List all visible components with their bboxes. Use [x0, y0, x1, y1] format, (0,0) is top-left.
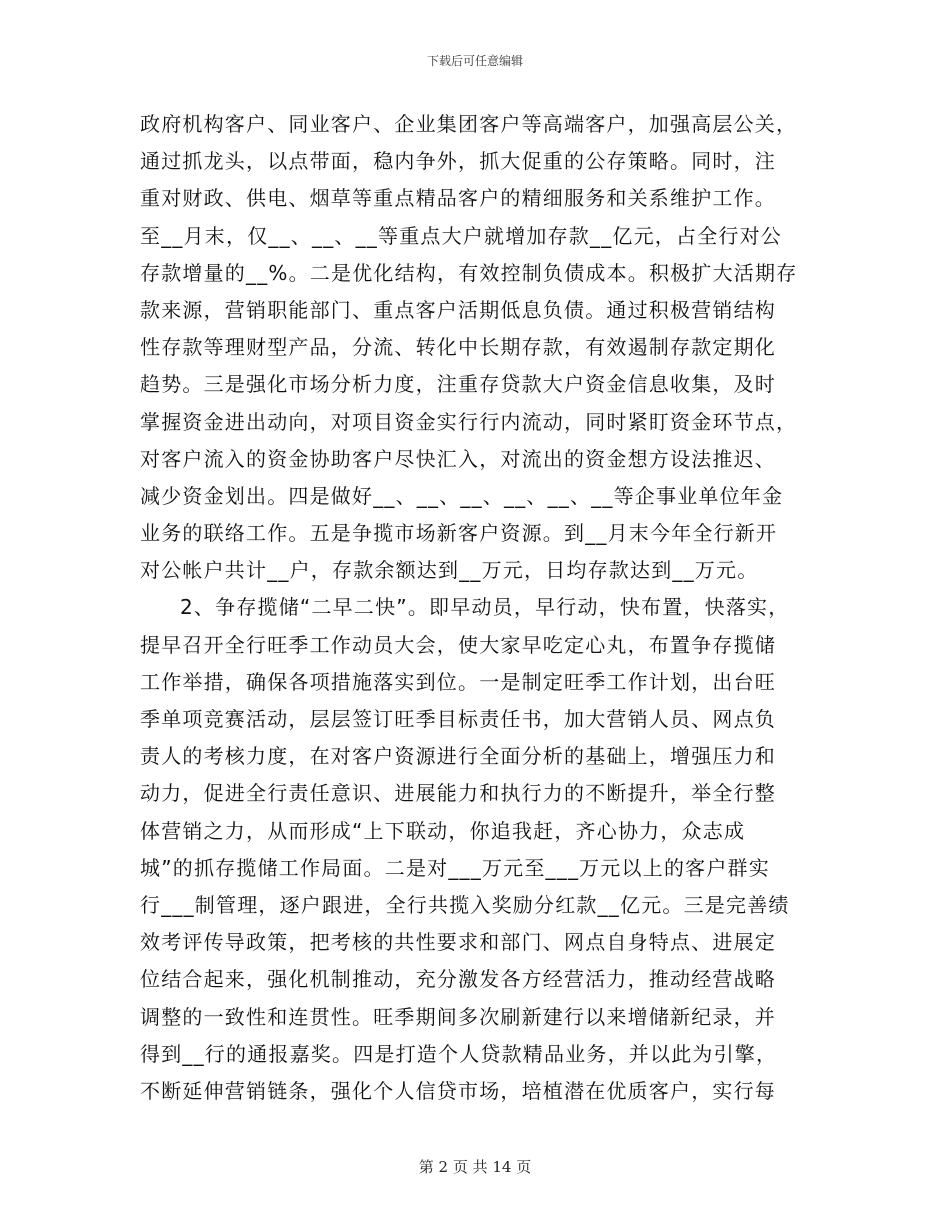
- document-body: [140, 106, 820, 1110]
- text-line: 款来源，营销职能部门、重点客户活期低息负债。通过积极营销结构: [140, 297, 776, 322]
- text-line: 体营销之力，从而形成“上下联动，你追我赶，齐心协力，众志成: [140, 818, 746, 843]
- text-line: 不断延伸营销链条，强化个人信贷市场，培植潜在优质客户，实行每: [140, 1078, 776, 1103]
- paragraph-start-line: 2、争存揽储“二早二快”。即早动员，早行动，快布置，快落实，: [180, 595, 790, 620]
- text-line: 重对财政、供电、烟草等重点精品客户的精细服务和关系维护工作。: [140, 186, 776, 211]
- text-line: 动力，促进全行责任意识、进展能力和执行力的不断提升，举全行整: [140, 781, 776, 806]
- text-line: 政府机构客户、同业客户、企业集团客户等高端客户，加强高层公关，: [140, 112, 798, 136]
- page-number: 第 2 页 共 14 页: [418, 1158, 532, 1176]
- text-line: 效考评传导政策，把考核的共性要求和部门、网点自身特点、进展定: [140, 930, 776, 955]
- text-line: 工作举措，确保各项措施落实到位。一是制定旺季工作计划，出台旺: [140, 669, 776, 694]
- page-header: 下载后可任意编辑: [426, 54, 523, 68]
- text-line: 责人的考核力度，在对客户资源进行全面分析的基础上，增强压力和: [140, 744, 776, 769]
- text-line: 至__月末，仅__、__、__等重点大户就增加存款__亿元，占全行对公: [140, 223, 782, 248]
- text-line: 减少资金划出。四是做好__、__、__、__、__、__等企事业单位年金: [140, 483, 784, 508]
- text-line: 存款增量的__%。二是优化结构，有效控制负债成本。积极扩大活期存: [140, 260, 798, 285]
- text-line: 性存款等理财型产品，分流、转化中长期存款，有效遏制存款定期化: [140, 335, 776, 360]
- text-line: 提早召开全行旺季工作动员大会，使大家早吃定心丸，布置争存揽储: [140, 632, 776, 657]
- text-line: 得到__行的通报嘉奖。四是打造个人贷款精品业务，并以此为引擎，: [140, 1041, 778, 1066]
- text-line: 业务的联络工作。五是争揽市场新客户资源。到__月末今年全行新开: [140, 521, 778, 546]
- text-line: 对客户流入的资金协助客户尽快汇入，对流出的资金想方设法推迟、: [140, 446, 776, 471]
- text-line: 调整的一致性和连贯性。旺季期间多次刷新建行以来增储新纪录，并: [140, 1004, 776, 1029]
- text-line: 位结合起来，强化机制推动，充分激发各方经营活力，推动经营战略: [140, 967, 776, 992]
- text-line: 通过抓龙头，以点带面，稳内争外，抓大促重的公存策略。同时，注: [140, 149, 776, 174]
- text-line: 城”的抓存揽储工作局面。二是对___万元至___万元以上的客户群实: [140, 855, 770, 880]
- text-line: 趋势。三是强化市场分析力度，注重存贷款大户资金信息收集，及时: [140, 372, 776, 397]
- text-line: 掌握资金进出动向，对项目资金实行行内流动，同时紧盯资金环节点，: [140, 409, 798, 434]
- text-line: 对公帐户共计__户，存款余额达到__万元，日均存款达到__万元。: [140, 558, 759, 583]
- text-line: 行___制管理，逐户跟进，全行共揽入奖励分红款__亿元。三是完善绩: [140, 892, 790, 917]
- text-line: 季单项竞赛活动，层层签订旺季目标责任书，加大营销人员、网点负: [140, 707, 776, 731]
